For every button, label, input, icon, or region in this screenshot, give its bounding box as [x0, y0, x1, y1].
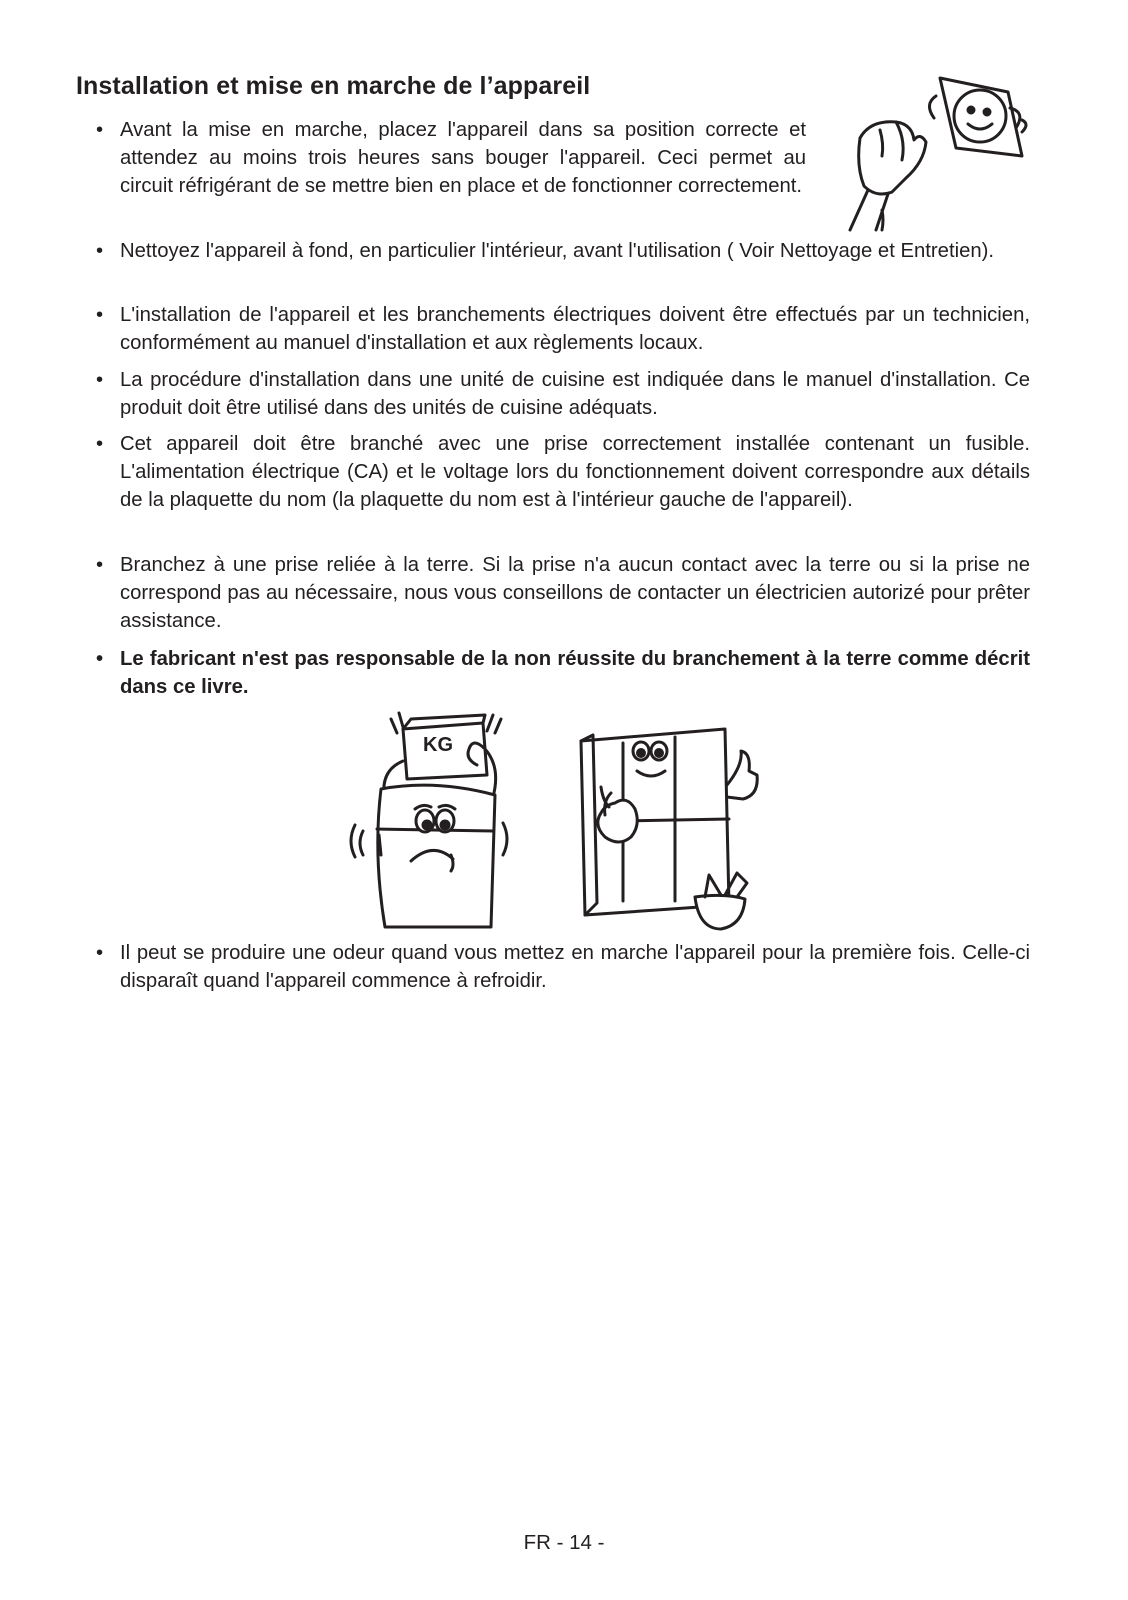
plug-socket-illustration [840, 70, 1035, 235]
item-text: L'installation de l'appareil et les branchements électriques doivent être effectués par un technicien, conformément au manuel d'installation et aux règlements locaux. [120, 304, 1030, 355]
bullet: • [96, 369, 104, 391]
list-item [96, 430, 1030, 515]
list-item [96, 237, 1030, 265]
clean-fridge-illustration [575, 725, 760, 933]
list-item [96, 939, 1030, 995]
bullet: • [96, 554, 104, 576]
bullet: • [96, 119, 104, 141]
warning-item [96, 645, 1030, 701]
item-text: Nettoyez l'appareil à fond, en particulier l'intérieur, avant l'utilisation ( Voir Nettoyage et Entretien). [120, 240, 995, 262]
item-text: Branchez à une prise reliée à la terre. Si la prise n'a aucun contact avec la terre ou si la prise ne correspond pas au nécessaire, nous vous conseillons de contacter un électricien autorizé pour prêter assistance. [120, 554, 1030, 633]
overloaded-fridge-illustration [345, 705, 515, 933]
list-item [96, 116, 806, 201]
item-text: Cet appareil doit être branché avec une prise correctement installée contenant un fusible. L'alimentation électrique (CA) et le voltage lors du fonctionnement doivent correspondre aux détails de la plaquette du nom (la plaquette du nom est à l'intérieur gauche de l'appareil). [120, 433, 1030, 512]
list-item [96, 551, 1030, 636]
item-text: Avant la mise en marche, placez l'appareil dans sa position correcte et attendez au moins trois heures sans bouger l'appareil. Ceci permet au circuit réfrigérant de se mettre bien en place et de fonctionner correctement. [120, 119, 806, 198]
item-text: Il peut se produire une odeur quand vous mettez en marche l'appareil pour la première fois. Celle-ci disparaît quand l'appareil commence à refroidir. [120, 942, 1030, 993]
bullet: • [96, 304, 104, 326]
list-item [96, 366, 1030, 422]
bullet: • [96, 240, 104, 262]
item-text: Le fabricant n'est pas responsable de la non réussite du branchement à la terre comme décrit dans ce livre. [120, 648, 1030, 699]
bullet: • [96, 433, 104, 455]
weight-label: KG [423, 734, 453, 756]
list-item [96, 301, 1030, 357]
bullet: • [96, 648, 104, 670]
bullet: • [96, 942, 104, 964]
page-number: FR - 14 - [523, 1531, 605, 1554]
item-text: La procédure d'installation dans une unité de cuisine est indiquée dans le manuel d'installation. Ce produit doit être utilisé dans des unités de cuisine adéquats. [120, 369, 1030, 420]
page-title: Installation et mise en marche de l’appareil [76, 72, 591, 100]
